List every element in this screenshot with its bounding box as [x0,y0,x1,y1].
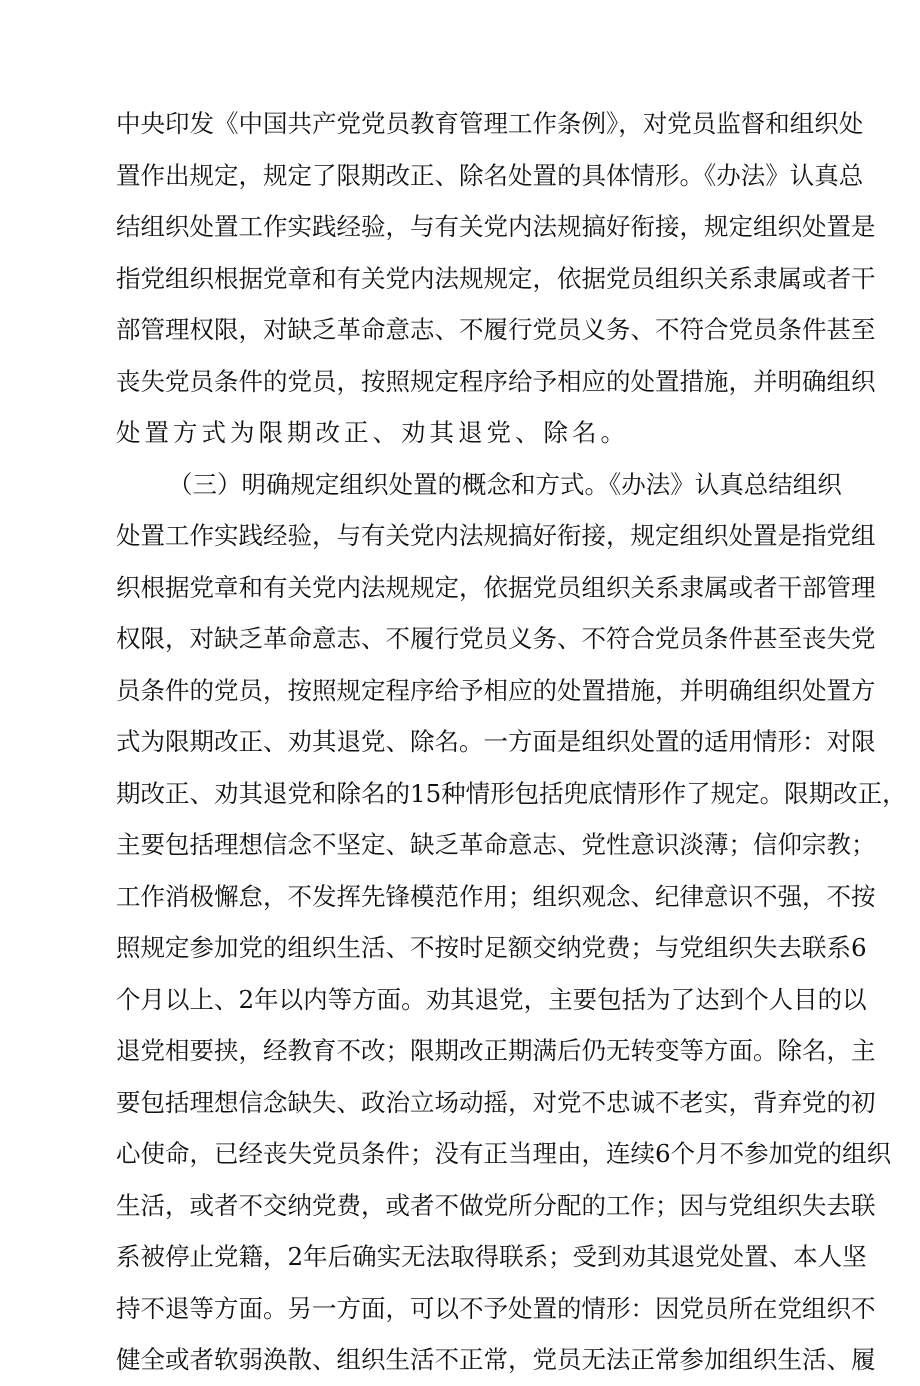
text-line: 生活，或者不交纳党费，或者不做党所分配的工作；因与党组织失去联 [116,1190,876,1220]
text-line: 丧失党员条件的党员，按照规定程序给予相应的处置措施，并明确组织 [116,366,876,396]
text-line: 部管理权限，对缺乏革命意志、不履行党员义务、不符合党员条件甚至 [116,315,876,344]
document-body [116,98,907,1386]
text-line: 置作出规定，规定了限期改正、除名处置的具体情形。《办法》认真总 [116,160,864,190]
text-line: 处置方式为限期改正、劝其退党、除名。 [116,418,629,447]
text-line: 结组织处置工作实践经验，与有关党内法规搞好衔接，规定组织处置是 [116,212,876,241]
text-line: 要包括理想信念缺失、政治立场动摇，对党不忠诚不老实，背弃党的初 [116,1087,876,1117]
text-line: 式为限期改正、劝其退党、除名。一方面是组织处置的适用情形：对限 [116,727,876,756]
text-line: 期改正、劝其退党和除名的15种情形包括兜底情形作了规定。限期改正， [116,778,907,808]
text-line: 心使命，已经丧失党员条件；没有正当理由，连续6个月不参加党的组织 [116,1139,892,1168]
text-line: 个月以上、2年以内等方面。劝其退党，主要包括为了达到个人目的以 [116,984,867,1014]
text-line: 健全或者软弱涣散、组织生活不正常，党员无法正常参加组织生活、履 [116,1345,876,1374]
text-line: 员条件的党员，按照规定程序给予相应的处置措施，并明确组织处置方 [116,675,876,705]
text-line: 处置工作实践经验，与有关党内法规搞好衔接，规定组织处置是指党组 [116,521,876,550]
text-line: 退党相要挟，经教育不改；限期改正期满后仍无转变等方面。除名，主 [116,1036,876,1065]
text-line: 系被停止党籍，2年后确实无法取得联系；受到劝其退党处置、本人坚 [116,1242,867,1271]
text-line: 中央印发《中国共产党党员教育管理工作条例》，对党员监督和组织处 [116,109,864,138]
text-line: 主要包括理想信念不坚定、缺乏革命意志、党性意识淡薄；信仰宗教； [116,830,876,859]
text-line: 照规定参加党的组织生活、不按时足额交纳党费；与党组织失去联系6 [116,933,867,962]
section-heading-line: （三）明确规定组织处置的概念和方式。《办法》认真总结组织 [168,469,842,499]
text-line: 持不退等方面。另一方面，可以不予处置的情形：因党员所在党组织不 [116,1293,876,1323]
text-line: 权限，对缺乏革命意志、不履行党员义务、不符合党员条件甚至丧失党 [116,624,876,653]
text-line: 指党组织根据党章和有关党内法规规定，依据党员组织关系隶属或者干 [116,263,876,293]
text-line: 工作消极懈怠，不发挥先锋模范作用；组织观念、纪律意识不强，不按 [116,881,876,911]
text-line: 织根据党章和有关党内法规规定，依据党员组织关系隶属或者干部管理 [116,572,876,602]
